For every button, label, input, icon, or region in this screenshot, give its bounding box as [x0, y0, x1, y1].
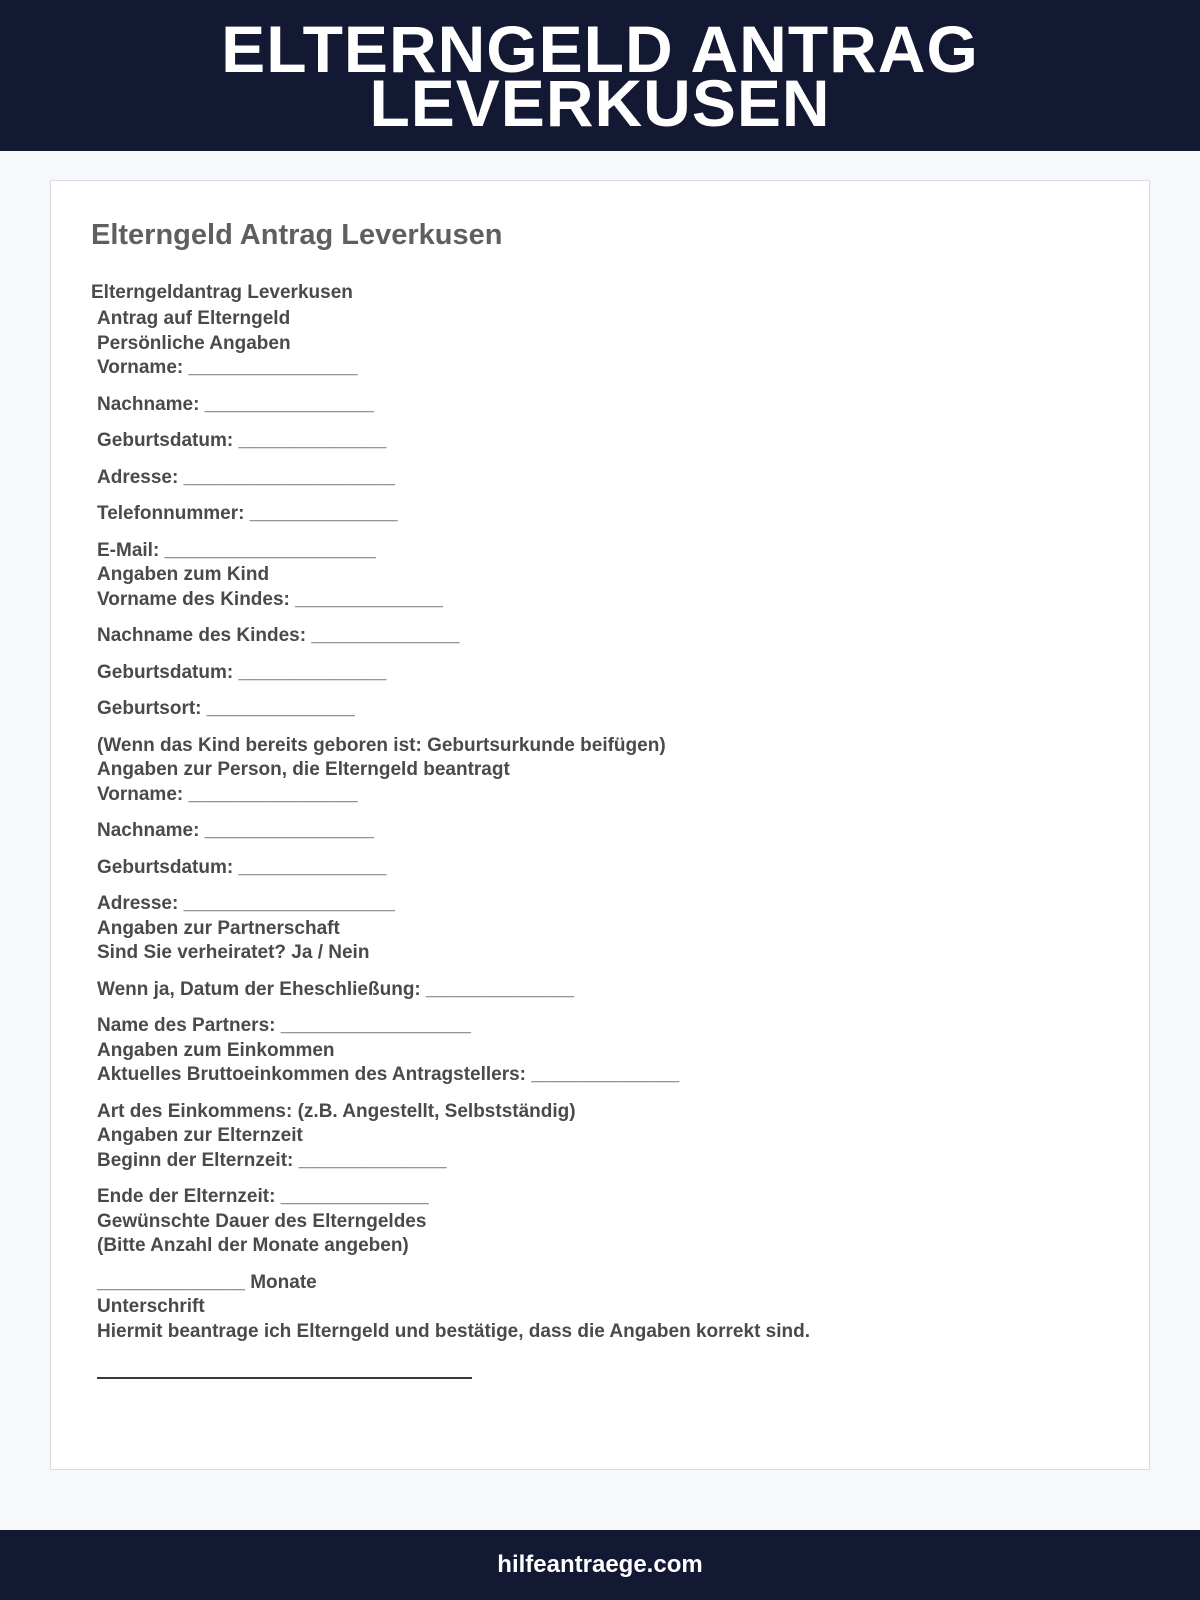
field-vorname-antragsteller: Vorname: ________________ — [97, 783, 358, 805]
section-heading-dauer: Gewünschte Dauer des Elterngeldes — [97, 1210, 427, 1232]
field-geburtsort: Geburtsort: ______________ — [97, 698, 355, 719]
field-eheschliessung: Wenn ja, Datum der Eheschließung: ______________ — [97, 978, 574, 1000]
section-heading-kind: Angaben zum Kind — [97, 564, 270, 585]
field-email: E-Mail: ____________________ — [97, 539, 376, 561]
footer-site-link[interactable]: hilfeantraege.com — [497, 1551, 703, 1578]
field-monate: ______________ Monate — [97, 1271, 317, 1293]
section-heading-elternzeit: Angaben zur Elternzeit — [97, 1125, 303, 1146]
field-adresse-antragsteller: Adresse: ____________________ — [97, 893, 395, 914]
section-heading-antragsteller: Angaben zur Person, die Elterngeld beantragt — [97, 759, 510, 780]
document-intro: Elterngeldantrag Leverkusen — [91, 282, 353, 303]
section-heading-unterschrift: Unterschrift — [97, 1296, 205, 1317]
field-einkommensart: Art des Einkommens: (z.B. Angestellt, Selbstständig) — [97, 1100, 576, 1122]
field-nachname-antragsteller: Nachname: ________________ — [97, 820, 374, 841]
page-header — [0, 0, 1200, 151]
section-heading-personal: Persönliche Angaben — [97, 332, 291, 354]
header-title-line-2: LEVERKUSEN — [369, 65, 831, 140]
field-bruttoeinkommen: Aktuelles Bruttoeinkommen des Antragstellers: ______________ — [97, 1064, 680, 1085]
field-ende-elternzeit: Ende der Elternzeit: ______________ — [97, 1186, 429, 1207]
declaration-text: Hiermit beantrage ich Elterngeld und bestätige, dass die Angaben korrekt sind. — [97, 1320, 811, 1342]
document-title: Elterngeld Antrag Leverkusen — [91, 219, 503, 251]
note-anzahl-monate: (Bitte Anzahl der Monate angeben) — [97, 1235, 409, 1256]
note-geburtsurkunde: (Wenn das Kind bereits geboren ist: Geburtsurkunde beifügen) — [97, 734, 666, 756]
page-footer — [0, 1530, 1200, 1600]
field-beginn-elternzeit: Beginn der Elternzeit: ______________ — [97, 1149, 447, 1171]
form-heading-antrag: Antrag auf Elterngeld — [97, 308, 291, 329]
field-nachname: Nachname: ________________ — [97, 393, 374, 415]
form-body — [97, 307, 1097, 1379]
section-heading-einkommen: Angaben zum Einkommen — [97, 1039, 335, 1061]
field-vorname-kind: Vorname des Kindes: ______________ — [97, 588, 444, 610]
signature-line — [97, 1377, 472, 1379]
field-nachname-kind: Nachname des Kindes: ______________ — [97, 625, 460, 646]
field-adresse: Adresse: ____________________ — [97, 466, 395, 488]
field-telefonnummer: Telefonnummer: ______________ — [97, 503, 398, 524]
field-geburtsdatum-kind: Geburtsdatum: ______________ — [97, 661, 387, 683]
field-vorname: Vorname: ________________ — [97, 357, 358, 378]
section-heading-partnerschaft: Angaben zur Partnerschaft — [97, 917, 340, 939]
header-title-line-1: ELTERNGELD ANTRAG — [221, 11, 979, 86]
field-geburtsdatum-antragsteller: Geburtsdatum: ______________ — [97, 856, 387, 878]
field-partner-name: Name des Partners: __________________ — [97, 1015, 471, 1036]
document-card — [50, 180, 1150, 1470]
field-geburtsdatum: Geburtsdatum: ______________ — [97, 430, 387, 451]
field-verheiratet: Sind Sie verheiratet? Ja / Nein — [97, 942, 370, 963]
